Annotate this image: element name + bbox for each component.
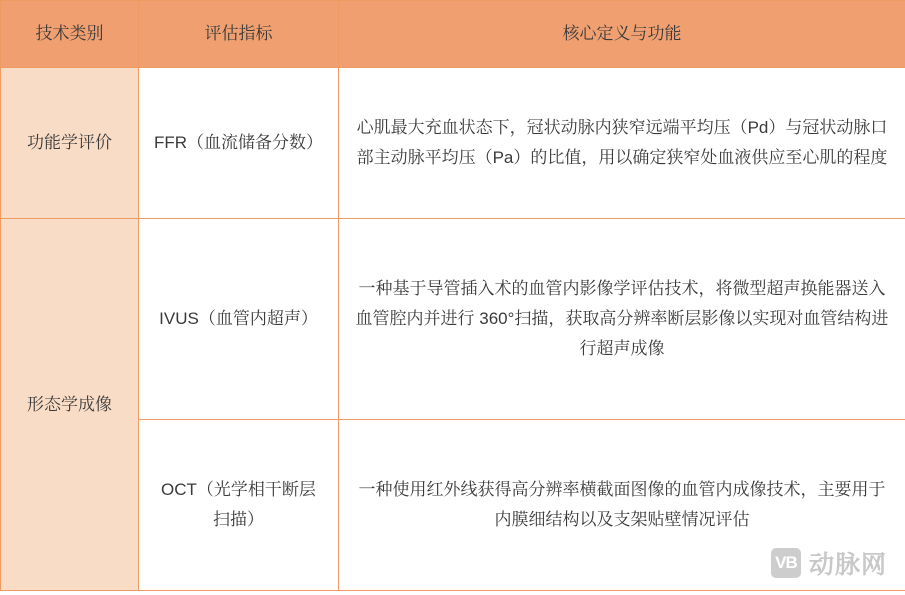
column-header-category: 技术类别 [1, 1, 139, 68]
index-cell-ivus: IVUS（血管内超声） [139, 219, 339, 420]
category-cell-functional: 功能学评价 [1, 68, 139, 219]
table-body [1, 68, 905, 591]
category-cell-morphological: 形态学成像 [1, 219, 139, 591]
index-cell-ffr: FFR（血流储备分数） [139, 68, 339, 219]
table-row [1, 219, 905, 420]
watermark [771, 545, 887, 581]
definition-cell-ivus: 一种基于导管插入术的血管内影像学评估技术，将微型超声换能器送入血管腔内并进行 360°扫描，获取高分辨率断层影像以实现对血管结构进行超声成像 [339, 219, 905, 420]
table-row [1, 68, 905, 219]
table-header [1, 1, 905, 68]
watermark-label: 动脉网 [808, 551, 887, 579]
column-header-index: 评估指标 [139, 1, 339, 68]
index-cell-oct: OCT（光学相干断层扫描） [139, 420, 339, 591]
watermark-logo-icon: VB [771, 548, 801, 578]
definition-cell-oct: 一种使用红外线获得高分辨率横截面图像的血管内成像技术，主要用于内膜细结构以及支架贴壁情况评估 [339, 420, 905, 591]
definition-cell-ffr: 心肌最大充血状态下，冠状动脉内狭窄远端平均压（Pd）与冠状动脉口部主动脉平均压（Pa）的比值，用以确定狭窄处血液供应至心肌的程度 [339, 68, 905, 219]
column-header-definition: 核心定义与功能 [339, 1, 905, 68]
header-row [1, 1, 905, 68]
